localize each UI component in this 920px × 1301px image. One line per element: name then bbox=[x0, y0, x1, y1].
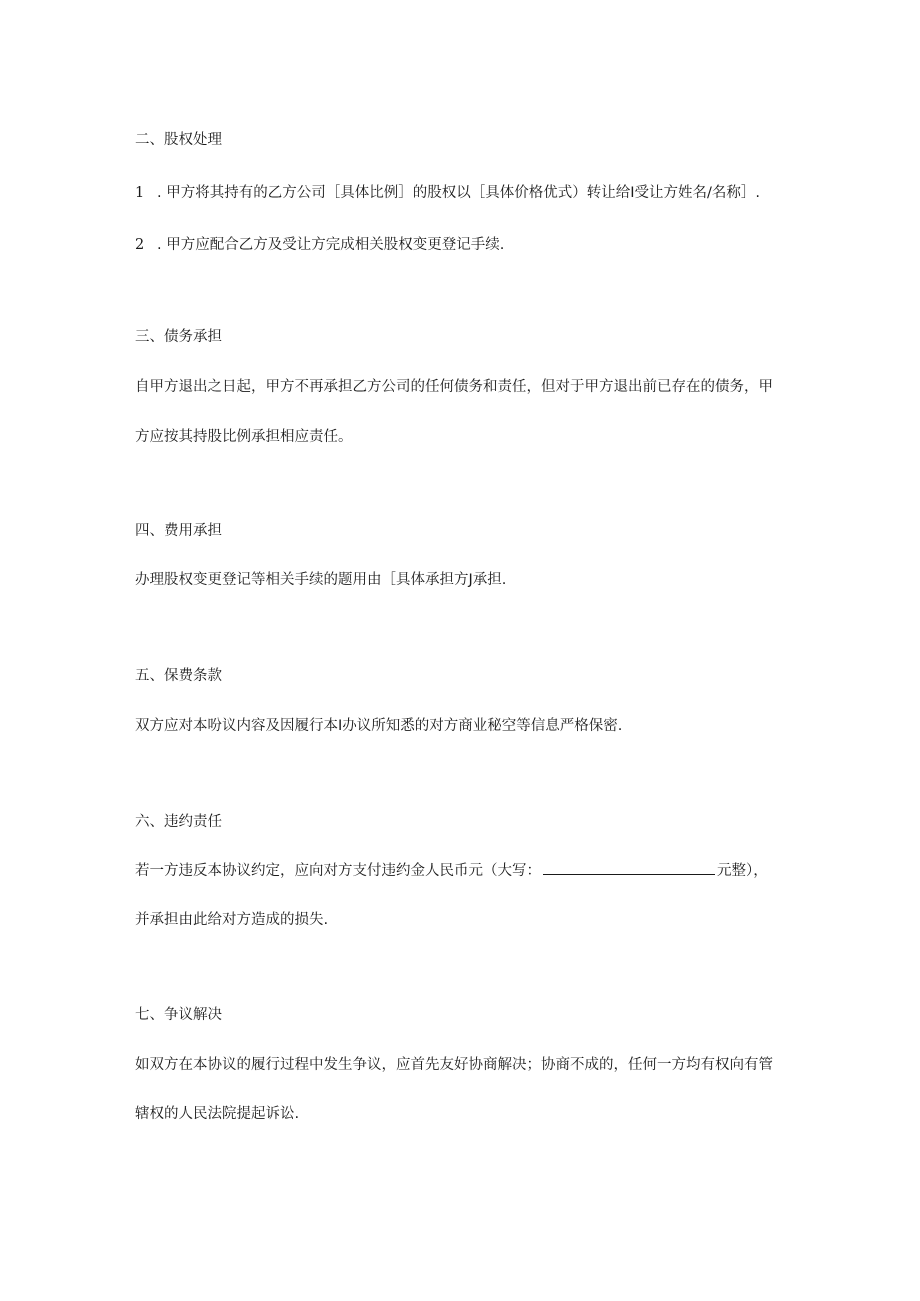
paragraph-line: 辖权的人民法院提起诉讼. bbox=[135, 1106, 300, 1122]
paragraph-line: 双方应对本吩议内容及因履行本I办议所知悉的对方商业秘空等信息严格保密. bbox=[135, 718, 623, 734]
list-item bbox=[135, 183, 760, 203]
list-item bbox=[135, 235, 504, 255]
paragraph-text: 若一方违反本协议约定，应向对方支付违约金人民币元（大写： bbox=[135, 863, 541, 879]
paragraph-line: 并承担由此给对方造成的损失. bbox=[135, 912, 329, 928]
item-number: 1 bbox=[135, 185, 145, 201]
item-text: . 甲方将其持有的乙方公司［具体比例］的股权以［具体价格优式）转让给I受让方姓名/名称］. bbox=[157, 185, 760, 201]
paragraph-line: 方应按其持股比例承担相应责任。 bbox=[135, 429, 353, 445]
section-heading-fees: 四、费用承担 bbox=[135, 523, 222, 539]
paragraph-line: 自甲方退出之日起，甲方不再承担乙方公司的任何债务和责任，但对于甲方退出前已存在的债务，甲 bbox=[135, 379, 773, 395]
section-heading-equity: 二、股权处理 bbox=[135, 132, 222, 148]
paragraph-line: 如双方在本协议的履行过程中发生争议，应首先友好协商解决；协商不成的，任何一方均有权向有管 bbox=[135, 1057, 773, 1073]
section-heading-confidentiality: 五、保费条款 bbox=[135, 668, 222, 684]
item-number: 2 bbox=[135, 237, 145, 253]
paragraph-text: 元整）， bbox=[717, 863, 768, 879]
paragraph-line bbox=[135, 861, 768, 881]
amount-blank bbox=[543, 862, 715, 875]
section-heading-dispute: 七、争议解决 bbox=[135, 1007, 222, 1023]
section-heading-liability: 六、违约责任 bbox=[135, 814, 222, 830]
section-heading-debt: 三、债务承担 bbox=[135, 329, 222, 345]
paragraph-line: 办理股权变更登记等相关手续的题用由［具体承担方J承担. bbox=[135, 572, 507, 588]
item-text: . 甲方应配合乙方及受让方完成相关股权变更登记手续. bbox=[157, 237, 505, 253]
